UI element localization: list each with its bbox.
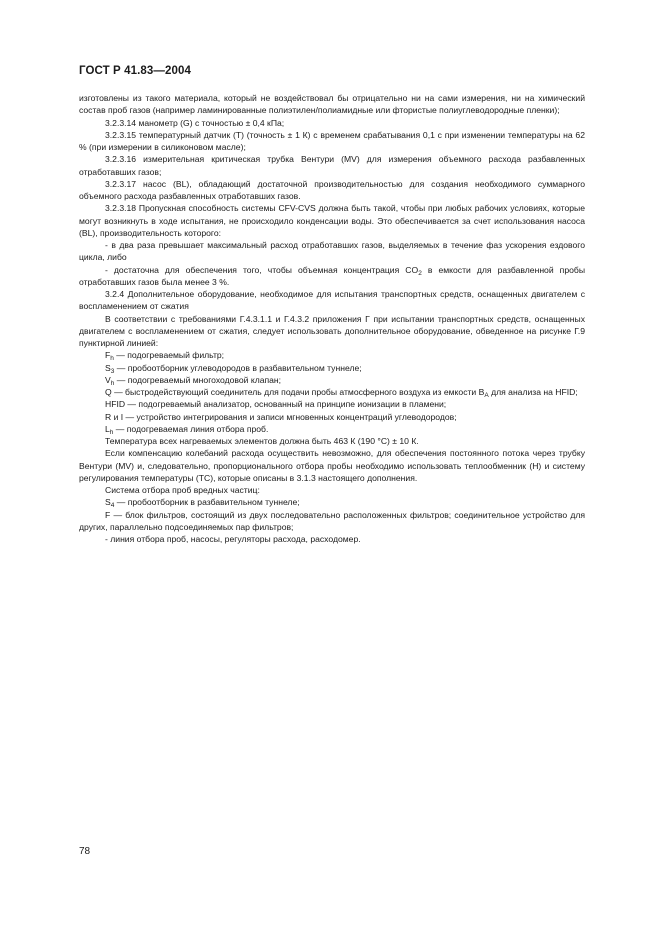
- legend-item-s3: [79, 362, 585, 374]
- s3-description: — пробоотборник углеводородов в разбавительном туннеле;: [114, 362, 362, 373]
- document-body: [79, 92, 585, 545]
- paragraph-requirements: В соответствии с требованиями Г.4.3.1.1 и Г.4.3.2 приложения Г при испытании транспортных средств, оснащенных двигателем с воспламенением от сжатия, следует использовать дополнительное оборудование, обведенное на рисунке Г.9 пунктирной линией:: [79, 313, 585, 348]
- co2-text-end: в емкости для разбавленной пробы отработавших газов была менее 3 %.: [79, 264, 585, 287]
- legend-item-vh: [79, 374, 585, 386]
- paragraph-compensation: Если компенсацию колебаний расхода осуществить невозможно, для обеспечения постоянного потока через трубку Вентури (MV) и, следовательно, пропорционального отбора пробы необходимо использовать теплообменник (Н) и систему регулирования температуры (ТС), которые описаны в 3.1.3 настоящего дополнения.: [79, 448, 585, 483]
- legend-item-hfid: HFID — подогреваемый анализатор, основанный на принципе ионизации в пламени;: [105, 399, 447, 410]
- legend-item-fh: [79, 349, 585, 361]
- s4-symbol: S: [105, 497, 111, 508]
- vh-symbol: V: [105, 374, 111, 385]
- vh-subscript: h: [110, 379, 115, 387]
- legend-item-s4: [79, 496, 585, 508]
- list-item-double-flow: - в два раза превышает максимальный расход отработавших газов, выделяемых в течение фаз ускорения ездового цикла, либо: [79, 240, 585, 263]
- paragraph-3-2-3-18: 3.2.3.18 Пропускная способность системы CFV-CVS должна быть такой, чтобы при любых рабочих условиях, которые могут возникнуть в ходе испытания, не происходило конденсации воды. Это обеспечивается за счет использования насоса (BL), производительность которого:: [79, 203, 585, 238]
- co2-text-start: - достаточна для обеспечения того, чтобы объемная концентрация CO: [105, 264, 419, 275]
- paragraph-temperature: Температура всех нагреваемых элементов должна быть 463 К (190 °С) ± 10 К.: [105, 436, 419, 446]
- s3-subscript: 3: [110, 367, 115, 375]
- s3-symbol: S: [105, 362, 111, 373]
- legend-item-lh: [79, 423, 585, 435]
- lh-subscript: h: [109, 428, 114, 436]
- list-item-co2-concentration: [79, 264, 585, 289]
- q-description-end: для анализа на HFID;: [488, 387, 578, 397]
- lh-description: — подогреваемая линия отбора проб.: [113, 423, 269, 434]
- paragraph-particle-system: Система отбора проб вредных частиц:: [105, 485, 260, 495]
- paragraph-material: изготовлены из такого материала, который не воздействовал бы отрицательно ни на сами измерения, ни на химический состав проб газов (например ламинированные полиэтилен/полиамидные или фтористые полиуглеводородные пленки);: [79, 93, 585, 116]
- paragraph-3-2-3-15: 3.2.3.15 температурный датчик (Т) (точность ± 1 К) с временем срабатывания 0,1 с при изменении температуры на 62 % (при измерении в силиконовом масле);: [79, 129, 585, 152]
- s4-description: — пробоотборник в разбавительном туннеле;: [114, 497, 300, 508]
- co2-subscript: 2: [418, 269, 422, 277]
- legend-item-q: [79, 386, 585, 398]
- fh-description: — подогреваемый фильтр;: [113, 350, 225, 361]
- paragraph-3-2-3-14: 3.2.3.14 манометр (G) с точностью ± 0,4 кПа;: [105, 117, 285, 128]
- legend-item-f: F — блок фильтров, состоящий из двух последовательно расположенных фильтров; соединительное устройство для других, параллельно подсоединяемых пар фильтров;: [79, 509, 585, 532]
- vh-description: — подогреваемый многоходовой клапан;: [114, 374, 282, 385]
- document-header: ГОСТ Р 41.83—2004: [79, 65, 191, 77]
- paragraph-3-2-3-16: 3.2.3.16 измерительная критическая трубка Вентури (MV) для измерения объемного расхода разбавленных отработавших газов;: [79, 154, 585, 177]
- q-description: Q — быстродействующий соединитель для подачи пробы атмосферного воздуха из емкости B: [105, 387, 485, 397]
- page-number: 78: [79, 846, 91, 857]
- legend-item-line: - линия отбора проб, насосы, регуляторы расхода, расходомер.: [105, 534, 361, 544]
- paragraph-3-2-4: 3.2.4 Дополнительное оборудование, необходимое для испытания транспортных средств, оснащенных двигателем с воспламенением от сжатия: [79, 289, 585, 312]
- q-subscript: A: [484, 392, 489, 399]
- s4-subscript: 4: [110, 502, 115, 510]
- paragraph-3-2-3-17: 3.2.3.17 насос (BL), обладающий достаточной производительностью для создания необходимого суммарного объемного расхода разбавленных отработавших газов.: [79, 178, 585, 201]
- lh-symbol: L: [105, 423, 110, 434]
- legend-item-r-i: R и I — устройство интегрирования и записи мгновенных концентраций углеводородов;: [105, 411, 457, 422]
- fh-symbol: F: [105, 350, 111, 361]
- fh-subscript: h: [110, 355, 114, 363]
